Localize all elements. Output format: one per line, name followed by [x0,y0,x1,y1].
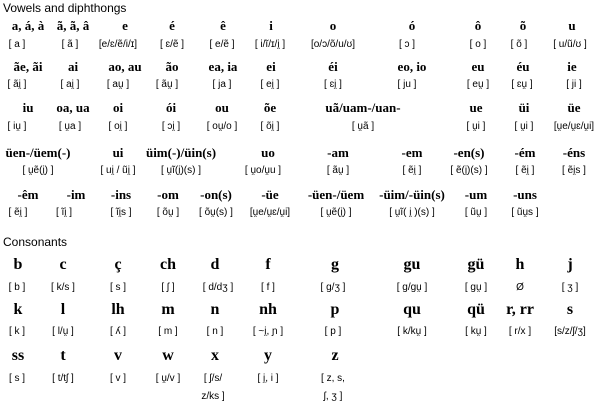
vowel-ipa: [ u̯ĩ(i̯)(s) ] [161,165,201,176]
consonant-ipa: [ g/gu̯ ] [396,282,428,293]
consonant-grapheme: v [114,347,122,364]
consonant-ipa: [ s ] [8,373,26,384]
vowel-ipa: [o/ɔ/õ/u/ʊ] [310,39,356,50]
consonant-grapheme: nh [259,301,277,318]
vowel-ipa: [ ẽi̯s ] [562,165,586,176]
vowel-ipa: [ ãu̯ ] [155,79,179,90]
vowel-grapheme: eo, io [397,59,427,74]
consonant-ipa: [ v ] [109,373,127,384]
consonant-grapheme: lh [111,301,125,318]
vowel-grapheme: i [269,18,273,33]
vowel-grapheme: ã, ã, â [56,18,90,33]
vowel-ipa: [ u̯a ] [58,121,82,132]
consonant-grapheme: y [264,347,272,364]
consonant-grapheme: t [60,347,66,364]
vowel-ipa: [ ɔ ] [398,39,416,50]
vowel-ipa: [ ũu̯s ] [511,207,539,218]
consonant-ipa: [ z, s, [321,373,345,384]
vowel-grapheme: uo [261,145,275,160]
consonant-ipa: [ n ] [206,326,224,337]
consonant-grapheme: g [331,256,339,273]
vowel-ipa: [ ẽi̯ ] [8,207,28,218]
vowel-ipa: [ ĩi̯s ] [110,207,132,218]
consonant-ipa: [ u̯/v ] [155,373,181,384]
vowel-ipa: [ ãu̯ ] [326,165,350,176]
vowel-ipa: [u̯e/u̯ɛ/u̯i] [249,207,291,218]
vowel-ipa: [ ãi̯ ] [7,79,27,90]
vowel-ipa: [ ɛ/ẽ ] [159,39,185,50]
vowel-grapheme: -en(s) [453,145,485,160]
vowel-grapheme: -em [401,145,423,160]
vowel-grapheme: oi [112,100,124,115]
consonant-ipa: [ t/tʃ ] [52,373,74,384]
consonants-heading: Consonants [3,235,68,249]
consonant-ipa: [ f ] [261,282,275,293]
consonant-ipa: [ i̯, i ] [257,373,279,384]
vowel-grapheme: ãe, ãi [13,59,43,74]
vowel-grapheme: ê [220,18,226,33]
vowel-grapheme: ô [474,18,482,33]
vowel-ipa: [ ɛu̯ ] [511,79,533,90]
vowel-ipa: [e/ɛ/ẽ/i/ɪ] [98,39,138,50]
vowel-grapheme: ou [215,100,229,115]
vowel-grapheme: é [169,18,175,33]
vowel-ipa: [ ã ] [61,39,79,50]
consonant-ipa: [ b ] [8,282,26,293]
vowels-heading: Vowels and diphthongs [3,1,127,15]
vowel-grapheme: ie [567,59,577,74]
vowel-grapheme: uã/uam-/uan- [325,100,401,115]
vowel-grapheme: -om [157,187,179,202]
vowel-ipa: [ ĩi̯ ] [55,207,73,218]
vowel-ipa: [ u̯ẽ(i̯) ] [22,165,54,176]
vowel-grapheme: ó [408,18,416,33]
vowel-grapheme: e [122,18,128,33]
vowel-grapheme: -üim/-üin(s) [379,187,445,202]
vowel-grapheme: -ins [110,187,132,202]
vowel-ipa: [ ɛi̯ ] [324,79,342,90]
consonant-ipa: [ l/u̯ ] [52,326,74,337]
consonant-grapheme: qü [467,301,485,318]
consonant-ipa: [ g/ʒ ] [320,282,346,293]
vowel-grapheme: a, á, à [11,18,45,33]
vowel-ipa: [ u/ũ/ʊ ] [553,39,587,50]
vowel-grapheme: -on(s) [200,187,232,202]
vowel-ipa: [ ẽi̯ ] [515,165,535,176]
vowel-grapheme: ói [165,100,177,115]
consonant-grapheme: h [515,256,525,273]
vowel-ipa: [ õu̯(s) ] [199,207,233,218]
vowel-grapheme: u [568,18,576,33]
vowel-ipa: [ ui̯ / ũi̯ ] [100,165,136,176]
consonant-grapheme: ss [11,347,25,364]
consonant-ipa: [ p ] [324,326,342,337]
vowel-ipa: [ ẽ(i̯)(s) ] [450,165,488,176]
vowel-grapheme: üen-/üem(-) [5,145,71,160]
consonant-ipa: [ k/s ] [51,282,75,293]
vowel-ipa: [ a ] [8,39,26,50]
vowel-grapheme: üe [567,100,581,115]
vowel-ipa: [ ji ] [566,79,582,90]
vowel-ipa: [ u̯i ] [514,121,534,132]
consonant-grapheme: gu [403,256,421,273]
vowel-ipa: [ ei̯ ] [260,79,280,90]
vowel-ipa: [ ɔi̯ ] [161,121,181,132]
consonant-ipa: [ d/dʒ ] [202,282,234,293]
vowel-ipa: [ õu̯ ] [156,207,180,218]
vowel-ipa: [ ou̯/o ] [206,121,238,132]
vowel-grapheme: -uns [513,187,537,202]
consonant-ipa: [s/z/ʃ/ʒ] [554,326,586,337]
vowel-grapheme: õe [263,100,277,115]
consonant-grapheme: j [567,256,573,273]
vowel-ipa: [ õi̯ ] [260,121,280,132]
vowel-grapheme: õ [519,18,527,33]
consonant-grapheme: f [265,256,271,273]
vowel-grapheme: ão [165,59,179,74]
vowel-ipa: [ eu̯ ] [466,79,490,90]
consonant-ipa: [ r/x ] [508,326,532,337]
consonant-grapheme: ç [114,256,122,273]
consonant-ipa: [ k ] [8,326,26,337]
vowel-grapheme: üim(-)/üin(s) [145,145,217,160]
consonant-ipa: [ ʃ ] [161,282,175,293]
consonant-grapheme: n [210,301,220,318]
consonant-grapheme: qu [403,301,421,318]
vowel-grapheme: -ém [514,145,536,160]
vowel-ipa: [ u̯ã ] [351,121,375,132]
vowel-grapheme: üi [518,100,530,115]
vowel-ipa: [ i/ĩ/ɪ/i̯ ] [254,39,286,50]
consonant-grapheme: k [13,301,23,318]
consonant-grapheme: d [210,256,220,273]
vowel-ipa: [ u̯ẽ(i̯) ] [320,207,352,218]
vowel-grapheme: o [329,18,337,33]
consonant-ipa: [ s ] [109,282,127,293]
consonant-grapheme: m [161,301,175,318]
consonant-grapheme: r, rr [506,301,534,318]
consonant-grapheme: w [162,347,174,364]
vowel-ipa: [ ja ] [212,79,232,90]
vowel-ipa: [ iu̯ ] [7,121,27,132]
consonant-grapheme: z [331,347,339,364]
consonant-grapheme: p [330,301,340,318]
vowel-grapheme: ao, au [108,59,142,74]
consonant-grapheme: ch [160,256,176,273]
vowel-ipa: [ ju ] [397,79,417,90]
vowel-ipa: [ au̯ ] [106,79,130,90]
vowel-ipa: [ u̯o/u̯u ] [244,165,282,176]
vowel-ipa: [ ũu̯ ] [464,207,488,218]
vowel-grapheme: ai [67,59,79,74]
vowel-grapheme: -éns [562,145,586,160]
consonant-ipa: [ ~i̯, ɲ ] [252,326,284,337]
vowel-ipa: [u̯e/u̯ɛ/u̯i] [553,121,595,132]
vowel-grapheme: éi [328,59,338,74]
vowel-grapheme: -üen-/üem [307,187,365,202]
vowel-ipa: [ u̯i ] [466,121,486,132]
vowel-grapheme: -um [464,187,488,202]
vowel-ipa: [ o ] [469,39,487,50]
consonant-ipa: [ gu̯ ] [464,282,488,293]
consonant-ipa: [ m ] [158,326,178,337]
vowel-grapheme: oa, ua [56,100,90,115]
consonant-ipa: [ ʎ ] [109,326,127,337]
consonant-grapheme: c [59,256,67,273]
vowel-ipa: [ e/ẽ ] [209,39,235,50]
consonant-ipa: [ ku̯ ] [465,326,487,337]
vowel-grapheme: ue [469,100,483,115]
vowel-grapheme: iu [22,100,34,115]
vowel-grapheme: -êm [17,187,39,202]
vowel-grapheme: -am [327,145,349,160]
consonant-ipa: [ ʒ ] [561,282,579,293]
vowel-grapheme: -üe [261,187,279,202]
consonant-ipa: [ ʃ/s/ [203,373,223,384]
vowel-grapheme: ei [266,59,276,74]
vowel-ipa: [ oi̯ ] [108,121,128,132]
vowel-ipa: [ u̯ĩ( i̯ )(s) ] [389,207,435,218]
vowel-ipa: [ ẽi̯ ] [402,165,422,176]
consonant-ipa: Ø [516,282,524,293]
consonant-grapheme: gü [467,256,485,273]
consonant-grapheme: l [60,301,66,318]
consonant-grapheme: b [13,256,23,273]
consonant-grapheme: x [211,347,219,364]
vowel-grapheme: ea, ia [208,59,238,74]
consonant-grapheme: s [566,301,574,318]
vowel-grapheme: eu [471,59,485,74]
vowel-grapheme: ui [112,145,124,160]
vowel-grapheme: éu [516,59,530,74]
consonant-ipa: [ k/ku̯ ] [397,326,427,337]
vowel-grapheme: -im [66,187,86,202]
x-ipa-continuation: z/ks ] [201,391,225,402]
z-ipa-continuation: ʃ, ʒ ] [323,391,343,402]
vowel-ipa: [ ai̯ ] [60,79,80,90]
vowel-ipa: [ õ ] [510,39,528,50]
